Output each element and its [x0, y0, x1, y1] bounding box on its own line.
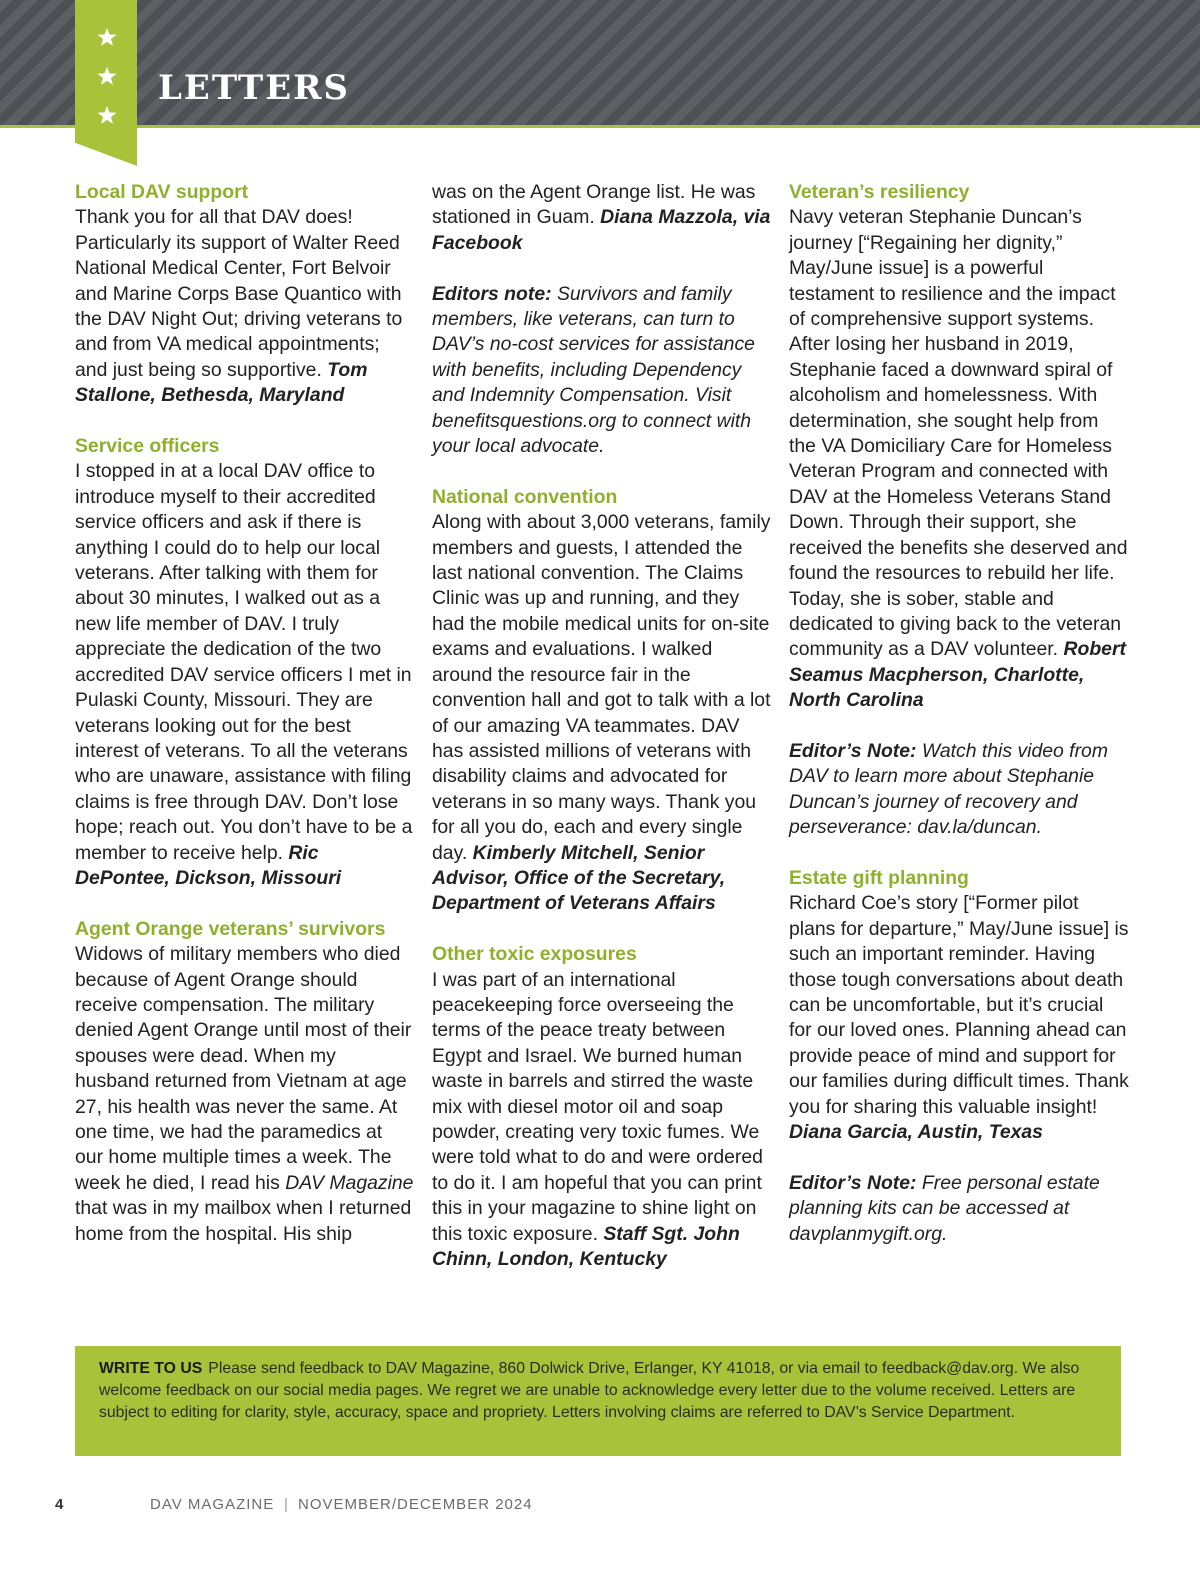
letter-signature: Ric DePontee, Dickson, Missouri — [75, 841, 342, 889]
letter-local-dav-support — [75, 180, 415, 409]
letter-heading: Veteran’s resiliency — [789, 181, 970, 203]
letter-national-convention — [432, 485, 772, 917]
letter-signature: Robert Seamus Macpherson, Charlotte, North Carolina — [789, 638, 1126, 712]
editor-note-text: Watch this video from DAV to learn more about Stephanie Duncan’s journey of recovery and perseverance: dav.la/duncan. — [789, 739, 1108, 839]
star-icon — [97, 66, 117, 86]
column-1 — [75, 180, 415, 1272]
letter-body: Richard Coe’s story [“Former pilot plans for departure,” May/June issue] is such an important reminder. Having those tough conversations about death can be uncomfortable, but it’s crucial for our loved ones. Planning ahead can provide peace of mind and support for our families during difficult times. Thank you for sharing this valuable insight! — [789, 892, 1129, 1118]
letter-veterans-resiliency — [789, 180, 1129, 714]
letter-signature: Staff Sgt. John Chinn, London, Kentucky — [432, 1222, 740, 1271]
editor-note — [789, 739, 1129, 841]
letter-signature: Kimberly Mitchell, Senior Advisor, Office of the Secretary, Department of Veterans Affairs — [432, 841, 726, 915]
star-icon — [97, 105, 117, 125]
editor-note-text: Free personal estate planning kits can be accessed at davplanmygift.org. — [789, 1171, 1100, 1245]
letter-signature: Diana Garcia, Austin, Texas — [789, 1121, 1043, 1143]
header-band — [0, 0, 1200, 128]
letter-heading: Other toxic exposures — [432, 943, 637, 966]
editor-note-text: Survivors and family members, like veterans, can turn to DAV’s no-cost services for assistance with benefits, including Dependency and Indemnity Compensation. Visit benefitsquestions.org to connect with your local advocate. — [432, 282, 755, 458]
column-3 — [789, 180, 1129, 1272]
letter-body: Navy veteran Stephanie Duncan’s journey [“Regaining her dignity,” May/June issue] is a powerful testament to resilience and the impact of comprehensive support systems. After losing her husband in 2019, Stephanie faced a downward spiral of alcoholism and homelessness. With determination, she sought help from the VA Domiciliary Care for Homeless Veteran Program and connected with DAV at the Homeless Veterans Stand Down. Through their support, she received the benefits she deserved and found the resources to rebuild her life. Today, she is sober, stable and dedicated to giving back to the veteran community as a DAV volunteer. — [789, 206, 1128, 661]
section-title: LETTERS — [158, 68, 350, 108]
page-number: 4 — [55, 1496, 64, 1513]
letter-signature: Diana Mazzola, via Facebook — [432, 206, 771, 254]
letter-estate-gift-planning — [789, 866, 1129, 1145]
letter-service-officers — [75, 434, 415, 891]
section-ribbon — [75, 0, 137, 166]
letter-agent-orange-part2 — [432, 180, 772, 256]
magazine-title: DAV Magazine — [285, 1171, 414, 1194]
letter-other-toxic-exposures — [432, 942, 772, 1272]
editor-note-label: Editor’s Note: — [789, 1171, 917, 1194]
letter-body: Along with about 3,000 veterans, family members and guests, I attended the last national convention. The Claims Clinic was up and running, and they had the mobile medical units for on-site exams and evaluations. I walked around the resource fair in the convention hall and got to talk with a lot of our amazing VA teammates. DAV has assisted millions of veterans with disability claims and advocated for veterans in so many ways. Thank you for all you do, each and every single day. — [432, 511, 771, 864]
letter-signature: Tom Stallone, Bethesda, Maryland — [75, 358, 368, 407]
editor-note-label: Editors note: — [432, 282, 552, 305]
letter-heading: National convention — [432, 485, 618, 508]
letter-heading: Local DAV support — [75, 181, 249, 203]
magazine-name: DAV MAGAZINE — [150, 1496, 275, 1513]
letter-agent-orange-part1 — [75, 917, 415, 1247]
write-to-us-box — [75, 1346, 1121, 1456]
letter-body-split: was on the Agent Orange list. He was stationed in Guam. — [432, 181, 756, 229]
letter-body-split: that was in my mailbox when I returned home from the hospital. His ship — [75, 1197, 412, 1245]
editor-note — [789, 1171, 1129, 1247]
editor-note — [432, 282, 772, 460]
letter-heading: Estate gift planning — [789, 866, 969, 889]
letter-body: Thank you for all that DAV does! Particularly its support of Walter Reed National Medical Center, Fort Belvoir and Marine Corps Base Quantico with the DAV Night Out; driving veterans to and from VA medical appointments; and just being so supportive. — [75, 206, 403, 381]
letter-body: I stopped in at a local DAV office to introduce myself to their accredited service officers and ask if there is anything I could do to help our local veterans. After talking with them for about 30 minutes, I walked out as a new life member of DAV. I truly appreciate the dedication of the two accredited DAV service officers I met in Pulaski County, Missouri. They are veterans looking out for the best interest of veterans. To all the veterans who are unaware, assistance with filing claims is free through DAV. Don’t lose hope; reach out. You don’t have to be a member to receive help. — [75, 460, 413, 864]
column-2 — [432, 180, 772, 1298]
letter-heading: Agent Orange veterans’ survivors — [75, 917, 386, 940]
issue-date: NOVEMBER/DECEMBER 2024 — [298, 1496, 533, 1513]
write-to-us-text: Please send feedback to DAV Magazine, 860 Dolwick Drive, Erlanger, KY 41018, or via email to feedback@dav.org. We also welcome feedback on our social media pages. We regret we are unable to acknowledge every letter due to the volume received. Letters are subject to editing for clarity, style, accuracy, space and propriety. Letters involving claims are referred to DAV’s Service Department. — [99, 1360, 1080, 1421]
footer-separator: | — [284, 1496, 288, 1513]
letter-body: Widows of military members who died because of Agent Orange should receive compensation. The military denied Agent Orange until most of their spouses were dead. When my husband returned from Vietnam at age 27, his health was never the same. At one time, we had the paramedics at our home multiple times a week. The week he died, I read his — [75, 943, 412, 1194]
letter-body: I was part of an international peacekeeping force overseeing the terms of the peace treaty between Egypt and Israel. We burned human waste in barrels and stirred the waste mix with diesel motor oil and soap powder, creating very toxic fumes. We were told what to do and were ordered to do it. I am hopeful that you can print this in your magazine to shine light on this toxic exposure. — [432, 968, 763, 1245]
star-icon — [97, 27, 117, 47]
editor-note-label: Editor’s Note: — [789, 739, 917, 762]
letter-heading: Service officers — [75, 435, 220, 458]
write-to-us-label: WRITE TO US — [99, 1360, 203, 1377]
